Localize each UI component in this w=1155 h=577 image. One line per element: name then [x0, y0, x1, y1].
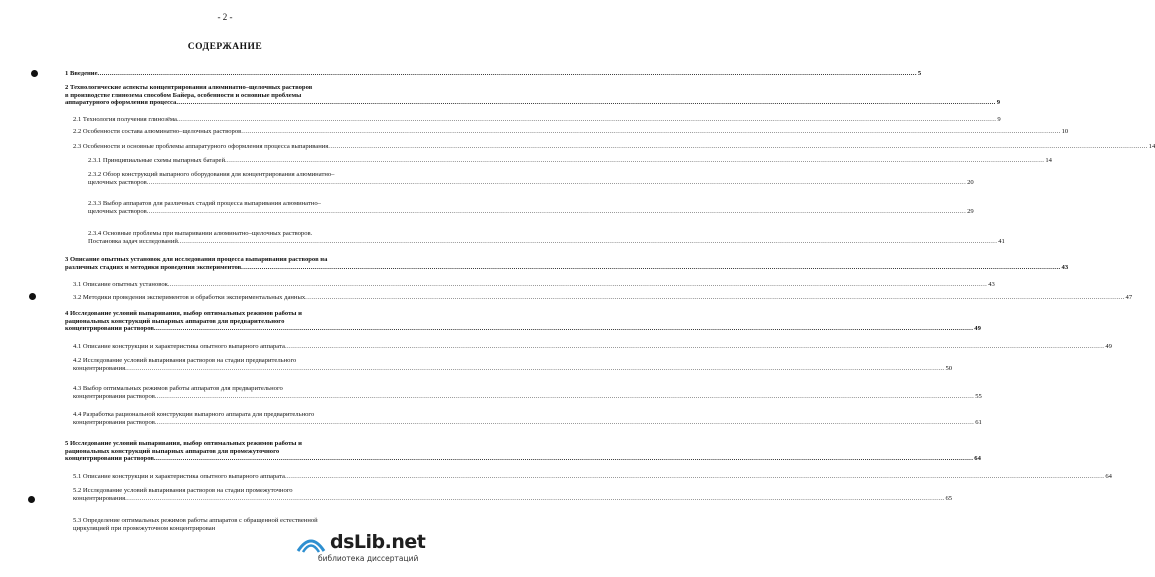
- toc-leader-dots: ................................................................................................................................................................................................................................................................................................................................................................................................................: [154, 418, 975, 426]
- toc-entry-text: 5.2 Исследование условий выпаривания растворов на стадии промежуточного: [73, 487, 293, 494]
- toc-entry-line: [73, 418, 982, 427]
- toc-page-number: 29: [967, 207, 974, 215]
- toc-entry: [65, 84, 1001, 107]
- toc-entry-line: [73, 294, 1133, 302]
- toc-entry-line: [88, 237, 1005, 246]
- toc-entry-text: щелочных растворов: [88, 178, 147, 186]
- toc-entry-line: [73, 128, 1069, 136]
- toc-entry-text: 4.2 Исследование условий выпаривания растворов на стадии предварительного: [73, 357, 297, 364]
- toc-entry-text: 3 Описание опытных установок для исследования процесса выпаривания растворов на: [65, 256, 328, 263]
- toc-page-number: 43: [988, 281, 995, 288]
- toc-page-number: 65: [945, 494, 953, 502]
- toc-entry-text: 1 Введение: [65, 70, 98, 77]
- toc-leader-dots: ................................................................................................................................................................................................................................................................................................................................................................................................................: [153, 325, 974, 333]
- toc-entry-text: рациональных конструкций выпарных аппаратов для предварительного: [65, 317, 285, 325]
- toc-leader-dots: ................................................................................................................................................................................................................................................................................................................................................................................................................: [153, 455, 974, 463]
- toc-entry-text: 2.3 Особенности и основные проблемы аппаратурного оформления процесса выпаривания: [73, 143, 329, 150]
- toc-entry-line: [73, 364, 953, 373]
- toc-entry-text: 4.1 Описание конструкции и характеристика опытного выпарного аппарата: [73, 343, 285, 350]
- toc-entry-text: 3.1 Описание опытных установок: [73, 281, 168, 288]
- toc-entry-line: [65, 99, 1001, 107]
- toc-entry-text: 2.3.2 Обзор конструкций выпарного оборудования для концентрирования алюминатно–: [88, 171, 335, 178]
- toc-leader-dots: ................................................................................................................................................................................................................................................................................................................................................................................................................: [328, 143, 1148, 150]
- toc-entry-line: [73, 392, 982, 401]
- toc-entry-text: 2.3.4 Основные проблемы при выпаривании алюминатно–щелочных растворов.: [88, 230, 313, 237]
- toc-entry-line: [73, 343, 1112, 351]
- toc-entry: [88, 200, 974, 215]
- toc-entry-text: в производстве глинозема способом Байера, особенности и основные проблемы: [65, 91, 302, 99]
- toc-leader-dots: ................................................................................................................................................................................................................................................................................................................................................................................................................: [97, 70, 917, 77]
- toc-page-number: 14: [1045, 157, 1052, 164]
- toc-leader-dots: ................................................................................................................................................................................................................................................................................................................................................................................................................: [177, 237, 998, 245]
- toc-leader-dots: ................................................................................................................................................................................................................................................................................................................................................................................................................: [125, 364, 945, 372]
- toc-entry: [65, 70, 922, 78]
- toc-entry-text: концентрирования: [73, 494, 126, 502]
- toc-entry: [73, 411, 982, 426]
- toc-entry-text: 2.3.1 Принципиальные схемы выпарных батарей: [88, 157, 225, 164]
- toc-entry-line: [65, 455, 981, 463]
- watermark: [268, 529, 438, 569]
- toc-page-number: 43: [1061, 263, 1069, 271]
- toc-entry: [73, 143, 1155, 151]
- toc-page-number: 10: [1061, 128, 1069, 135]
- toc-page-number: 64: [974, 455, 981, 463]
- toc-entry-text: циркуляцией при промежуточном концентрирован: [73, 524, 216, 532]
- toc-page-number: 47: [1125, 294, 1133, 301]
- toc-entry-text: 3.2 Методики проведения экспериментов и обработки экспериментальных данных: [73, 294, 306, 301]
- toc-entry-line: [73, 143, 1155, 151]
- toc-entry: [73, 473, 1112, 481]
- toc-entry-text: 5.1 Описание конструкции и характеристика опытного выпарного аппарата: [73, 473, 285, 480]
- toc-leader-dots: ................................................................................................................................................................................................................................................................................................................................................................................................................: [176, 116, 997, 123]
- toc-leader-dots: ................................................................................................................................................................................................................................................................................................................................................................................................................: [284, 343, 1105, 350]
- toc-entry-text: рациональных конструкций выпарных аппаратов для промежуточного: [65, 447, 280, 455]
- toc-entry-line: [73, 494, 953, 503]
- toc-entry-text: концентрирования растворов: [73, 392, 155, 400]
- toc-entry: [88, 157, 1052, 165]
- toc-entry-line: [88, 178, 974, 187]
- toc-entry-text: концентрирования: [73, 364, 126, 372]
- toc-entry: [88, 230, 1005, 245]
- page-number: - 2 -: [217, 12, 233, 22]
- toc-leader-dots: ................................................................................................................................................................................................................................................................................................................................................................................................................: [125, 494, 945, 502]
- toc-page-number: 49: [1105, 343, 1112, 350]
- watermark-brand: dsLib.net: [330, 531, 426, 553]
- page-title: СОДЕРЖАНИЕ: [187, 42, 263, 52]
- toc-entry-text: 4.3 Выбор оптимальных режимов работы аппаратов для предварительного: [73, 385, 283, 392]
- toc-entry-line: [88, 207, 974, 216]
- toc-leader-dots: ................................................................................................................................................................................................................................................................................................................................................................................................................: [224, 157, 1045, 164]
- toc-entry: [73, 343, 1112, 351]
- toc-entry-line: [65, 263, 1069, 272]
- toc-leader-dots: ................................................................................................................................................................................................................................................................................................................................................................................................................: [154, 392, 975, 400]
- toc-entry: [73, 385, 982, 400]
- toc-page-number: 61: [975, 418, 982, 426]
- toc-entry-line: [65, 70, 922, 78]
- toc-entry: [73, 116, 1001, 124]
- toc-entry: [65, 256, 1069, 271]
- toc-entry: [73, 357, 953, 372]
- toc-entry-text: 4.4 Разработка рациональной конструкции выпарного аппарата для предварительного: [73, 411, 315, 418]
- watermark-subtitle: библиотека диссертаций: [318, 554, 419, 563]
- toc-entry-text: 2.3.3 Выбор аппаратов для различных стадий процесса выпаривания алюминатно–: [88, 200, 321, 207]
- toc-entry-text: различных стадиях и методики проведения экспериментов: [65, 263, 242, 271]
- toc-leader-dots: ................................................................................................................................................................................................................................................................................................................................................................................................................: [167, 281, 988, 288]
- toc-entry: [73, 128, 1069, 136]
- toc-leader-dots: ................................................................................................................................................................................................................................................................................................................................................................................................................: [146, 207, 967, 215]
- toc-page-number: 20: [967, 178, 974, 186]
- toc-page-number: 49: [974, 325, 981, 333]
- toc-entry-text: аппаратурного оформления процесса: [65, 99, 177, 107]
- toc-page-number: 9: [997, 116, 1001, 123]
- toc-leader-dots: ................................................................................................................................................................................................................................................................................................................................................................................................................: [146, 178, 967, 186]
- toc-entry-text: 5 Исследование условий выпаривания, выбор оптимальных режимов работы и: [65, 440, 302, 447]
- toc-entry-text: 2 Технологические аспекты концентрирования алюминатно–щелочных растворов: [65, 84, 313, 91]
- toc-entry: [73, 281, 995, 289]
- toc-entry-text: концентрирования растворов: [65, 455, 154, 463]
- toc-entry-line: [73, 281, 995, 289]
- toc-leader-dots: ................................................................................................................................................................................................................................................................................................................................................................................................................: [241, 263, 1061, 271]
- toc-page-number: 5: [917, 70, 922, 77]
- toc-entry-text: 2.1 Технология получения глинозёма: [73, 116, 177, 123]
- toc-page-number: 50: [945, 364, 953, 372]
- toc-entry: [73, 294, 1133, 302]
- toc-entry-text: Постановка задач исследований: [88, 237, 178, 245]
- toc-page-number: 55: [975, 392, 982, 400]
- toc-leader-dots: ................................................................................................................................................................................................................................................................................................................................................................................................................: [305, 294, 1125, 301]
- toc-leader-dots: ................................................................................................................................................................................................................................................................................................................................................................................................................: [241, 128, 1061, 135]
- toc-entry-line: [88, 157, 1052, 165]
- toc-page-number: 9: [996, 99, 1001, 107]
- toc-page-number: 41: [998, 237, 1005, 245]
- toc-entry-line: [73, 473, 1112, 481]
- toc-entry-line: [73, 116, 1001, 124]
- dslib-logo-icon: [296, 533, 326, 555]
- toc-entry-text: концентрирования растворов: [73, 418, 155, 426]
- toc-entry-text: щелочных растворов: [88, 207, 147, 215]
- toc-entry-text: концентрирования растворов: [65, 325, 154, 333]
- toc-entry-text: 2.2 Особенности состава алюминатно–щелочных растворов: [73, 128, 242, 135]
- toc-entry-text: 4 Исследование условий выпаривания, выбор оптимальных режимов работы и: [65, 310, 302, 317]
- toc-page-number: 14: [1148, 143, 1155, 150]
- toc-entry-line: [65, 325, 981, 333]
- toc-entry: [88, 171, 974, 186]
- toc-entry-text: 5.3 Определение оптимальных режимов работы аппаратов с обращенной естественной: [73, 517, 318, 524]
- toc-entry: [65, 310, 981, 333]
- toc-page-number: 64: [1105, 473, 1112, 480]
- toc-entry: [65, 440, 981, 463]
- toc-entry: [73, 487, 953, 502]
- toc-leader-dots: ................................................................................................................................................................................................................................................................................................................................................................................................................: [284, 473, 1105, 480]
- toc-leader-dots: ................................................................................................................................................................................................................................................................................................................................................................................................................: [176, 99, 996, 107]
